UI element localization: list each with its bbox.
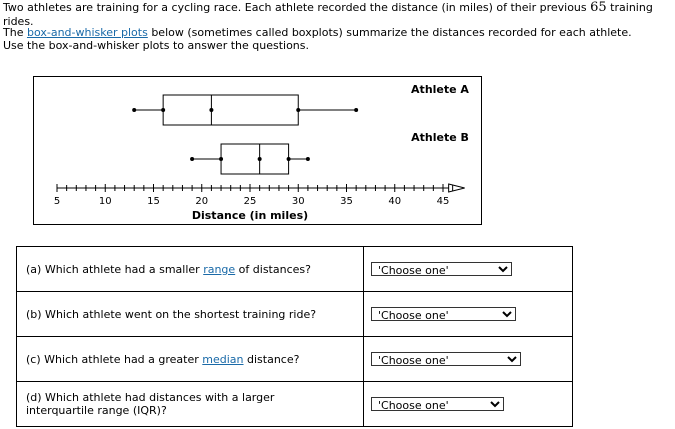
question-cell: [17, 337, 364, 382]
glossary-link-range[interactable]: range: [203, 262, 236, 276]
question-text: [26, 353, 363, 366]
question-cell: [17, 382, 364, 427]
x-axis-arrow: [449, 184, 465, 192]
intro-line-3: Use the box-and-whisker plots to answer the questions.: [3, 39, 310, 52]
question-text-part: (c) Which athlete had a greater: [26, 352, 203, 366]
point-max: [354, 108, 358, 112]
intro-line-1-post: training rides.: [3, 1, 653, 28]
question-text-part: (a) Which athlete had a smaller: [26, 262, 204, 276]
question-cell: [17, 292, 364, 337]
answer-cell: [364, 292, 573, 337]
x-tick-label: 45: [436, 196, 450, 207]
glossary-link-median[interactable]: median: [202, 352, 244, 366]
question-cell: [17, 247, 364, 292]
x-axis-label: [192, 209, 308, 222]
question-text-part: of distances?: [235, 262, 311, 276]
point-q1: [219, 157, 223, 161]
point-median: [209, 108, 213, 112]
point-median: [258, 157, 262, 161]
point-q3: [287, 157, 291, 161]
series-label: Athlete A: [411, 83, 469, 96]
answer-select-b[interactable]: [371, 307, 516, 321]
x-tick-label: 35: [340, 196, 353, 207]
question-text: [26, 263, 363, 276]
answer-cell: [364, 382, 573, 427]
answer-select-c[interactable]: [371, 352, 521, 366]
intro-line-1-pre: Two athletes are training for a cycling race. Each athlete recorded the distance (in miles) of their previous: [3, 1, 591, 14]
question-row: [17, 292, 573, 337]
questions-table: [16, 246, 573, 427]
x-tick-label: 15: [147, 196, 160, 207]
question-text: [26, 308, 363, 321]
boxplot-figure: [33, 76, 482, 225]
x-tick-label: 5: [53, 196, 61, 207]
intro-line-2-post: below (sometimes called boxplots) summarize the distances recorded for each athlete.: [147, 26, 632, 39]
x-axis-label-main: Distance: [191, 209, 250, 222]
question-row: [17, 382, 573, 427]
intro-line-1: [3, 0, 675, 28]
intro-line-2: [3, 26, 632, 39]
question-text-part: (d) Which athlete had distances with a larger interquartile range (IQR)?: [26, 391, 275, 417]
point-min: [132, 108, 136, 112]
answer-cell: [364, 337, 573, 382]
question-row: [17, 247, 573, 292]
answer-select-a[interactable]: [371, 262, 512, 276]
ride-count: 65: [590, 0, 607, 15]
question-text-part: distance?: [243, 352, 300, 366]
boxplot-svg: [34, 77, 483, 226]
point-q1: [161, 108, 165, 112]
iqr-box: [163, 95, 298, 125]
point-max: [306, 157, 310, 161]
question-text: [26, 391, 341, 417]
question-row: [17, 337, 573, 382]
x-tick-label: 25: [243, 196, 257, 207]
intro-line-2-pre: The: [3, 26, 27, 39]
x-tick-label: 20: [195, 196, 209, 207]
answer-cell: [364, 247, 573, 292]
iqr-box: [221, 144, 289, 174]
x-tick-label: 40: [388, 196, 402, 207]
x-tick-label: 10: [98, 196, 112, 207]
boxplot-definition-link[interactable]: box-and-whisker plots: [26, 26, 148, 39]
question-text-part: (b) Which athlete went on the shortest training ride?: [26, 307, 317, 321]
x-axis-label-unit: (in miles): [249, 209, 309, 222]
x-tick-label: 30: [291, 196, 305, 207]
point-q3: [296, 108, 300, 112]
point-min: [190, 157, 194, 161]
series-label: Athlete B: [411, 131, 469, 144]
answer-select-d[interactable]: [371, 397, 504, 411]
